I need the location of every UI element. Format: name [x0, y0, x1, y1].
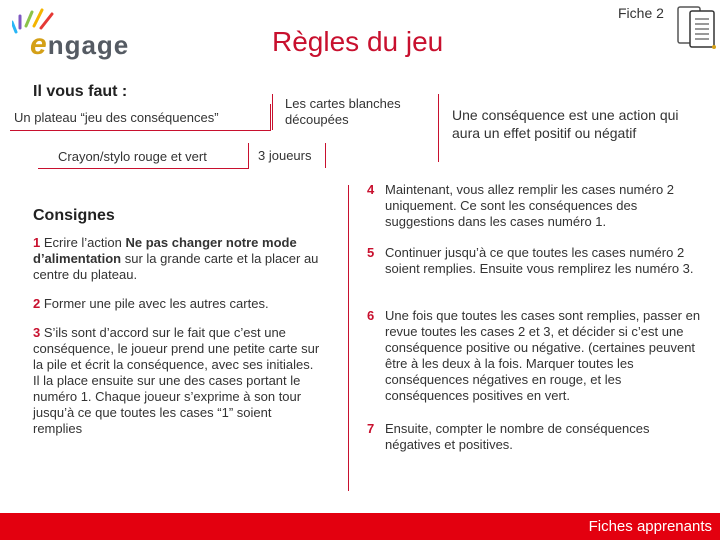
step-6 — [367, 308, 702, 408]
cartes-divider — [272, 94, 273, 130]
step-number: 4 — [367, 182, 375, 197]
material-crayon: Crayon/stylo rouge et vert — [58, 149, 207, 164]
step-text: Maintenant, vous allez remplir les cases numéro 2 uniquement. Ce sont les conséquences des suggestions dans les cases numéro 1. — [385, 182, 675, 229]
fiche-label: Fiche 2 — [618, 5, 664, 21]
step-number: 6 — [367, 308, 375, 323]
consequence-divider — [438, 94, 439, 162]
logo-wordmark — [30, 28, 129, 62]
material-joueurs: 3 joueurs — [258, 148, 312, 163]
step-2 — [33, 296, 323, 312]
page-title: Règles du jeu — [272, 26, 444, 57]
document-icon — [676, 3, 718, 49]
material-cartes: Les cartes blanches découpées — [285, 96, 401, 127]
step-1 — [33, 235, 323, 283]
material-plateau: Un plateau “jeu des conséquences” — [14, 110, 219, 125]
step-3 — [33, 325, 323, 437]
step-text: Former une pile avec les autres cartes. — [40, 296, 269, 311]
consequence-definition: Une conséquence est une action qui aura un effet positif ou négatif — [452, 107, 679, 141]
joueurs-divider — [325, 143, 326, 168]
step-text: Ensuite, compter le nombre de conséquences négatives et positives. — [385, 421, 650, 452]
step-text: Continuer jusqu’à ce que toutes les cases numéro 2 soient remplies. Ensuite vous remplirez les numéro 3. — [385, 245, 694, 276]
consignes-heading: Consignes — [33, 207, 115, 224]
step-number: 5 — [367, 245, 375, 260]
step-7 — [367, 421, 702, 457]
logo-text: ngage — [47, 30, 130, 60]
footer-bar — [0, 513, 720, 540]
column-divider — [348, 185, 349, 491]
step-text: Ecrire l’action — [40, 235, 126, 250]
step-text: Une fois que toutes les cases sont remplies, passer en revue toutes les cases 2 et 3, et décider si c’est une conséquence positive ou négative. (certaines peuvent être à les deux à la fois. Marquer toutes les conséquences négatives en rouge, et les conséquences positives en vert. — [385, 308, 701, 403]
step-number: 7 — [367, 421, 375, 436]
step-5 — [367, 245, 702, 295]
step-number: 2 — [33, 296, 41, 311]
footer-label: Fiches apprenants — [588, 518, 712, 535]
step-number: 1 — [33, 235, 41, 250]
step-bold-text: Ne pas changer notre mode d’alimentation — [33, 235, 297, 266]
materials-heading: Il vous faut : — [33, 83, 128, 100]
step-4 — [367, 182, 702, 232]
logo-initial: e — [30, 28, 48, 61]
step-number: 3 — [33, 325, 41, 340]
step-text: S’ils sont d’accord sur le fait que c’est une conséquence, le joueur prend une petite carte sur la pile et écrit la conséquence, avec ses initiales. Il la place ensuite sur une des cases portant le numéro 1. Chaque joueur s’exprime à son tour jusqu’à ce que toutes les cases “1” soient remplies — [33, 325, 320, 436]
step-text: sur la grande carte et la placer au centre du plateau. — [33, 251, 319, 282]
